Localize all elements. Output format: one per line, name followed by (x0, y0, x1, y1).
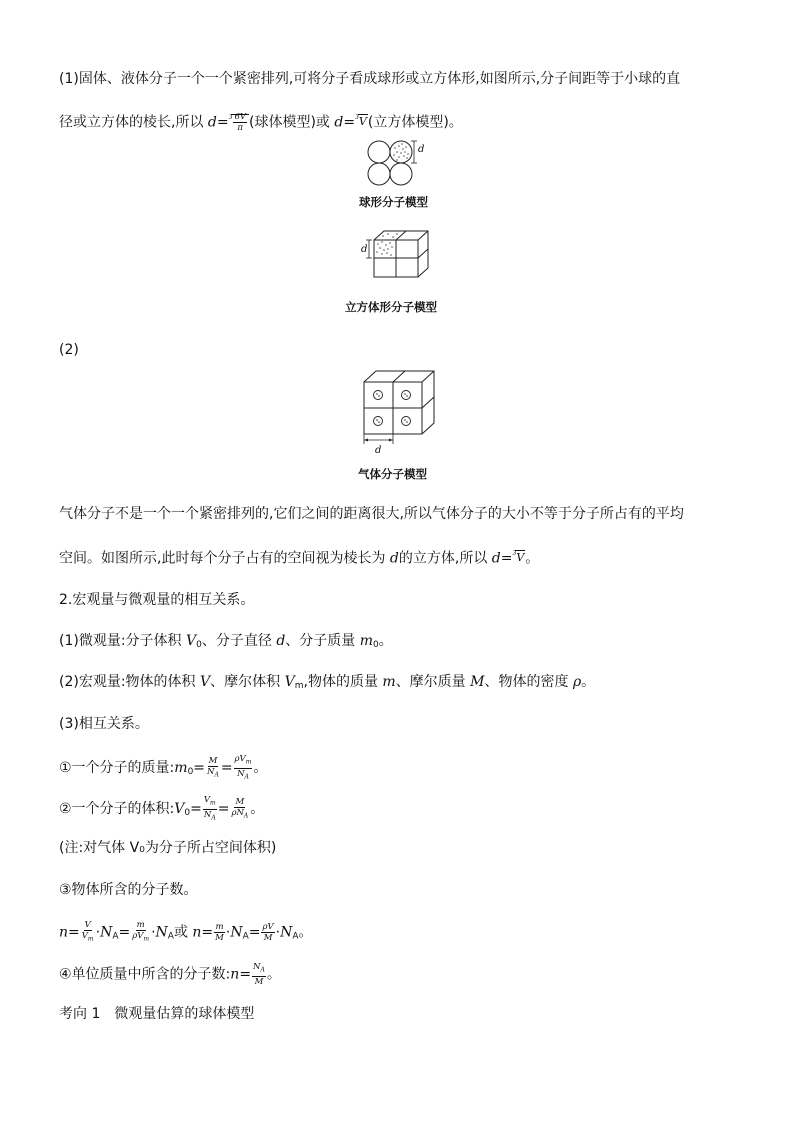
den: $N_A$ (237, 768, 249, 781)
var-d: d= (334, 114, 356, 131)
den: M (254, 976, 264, 987)
macro-quantities (59, 672, 595, 696)
fraction (234, 754, 253, 782)
root-index: 3 (355, 114, 359, 121)
text: 。 (378, 633, 393, 649)
text: 。 (525, 550, 540, 567)
den: M (263, 932, 273, 943)
para-solid-liquid-line2 (59, 111, 463, 134)
radicand: V (358, 115, 367, 128)
sub: 0 (187, 767, 194, 778)
caption-cube-model: 立方体形分子模型 (345, 300, 437, 314)
var-v: V (200, 674, 211, 690)
note-gas-volume: (注:对气体 V₀为分子所占空间体积) (59, 840, 277, 856)
text: 、分子直径 (201, 633, 272, 649)
den: $N_A$ (207, 766, 219, 779)
var-n: n (230, 966, 240, 983)
den: $\rho N_A$ (231, 807, 249, 820)
fraction (81, 920, 95, 945)
sub: A (292, 931, 299, 942)
relation-per-unit-mass: ④单位质量中所含的分子数:n= $\frac{N_A}{M}$ 。 (59, 962, 281, 987)
var-na: N (280, 924, 293, 941)
para-gas-line2 (59, 547, 539, 570)
fraction (206, 756, 220, 781)
section-footer-heading: 考向 1 微观量估算的球体模型 (59, 1006, 255, 1022)
text: ①一个分子的质量: (59, 760, 175, 777)
micro-quantities (59, 631, 393, 655)
var-d: d (389, 550, 399, 567)
caption-sphere-model: 球形分子模型 (359, 195, 428, 209)
root-index: 3 (512, 550, 517, 557)
num: $N_A$ (252, 962, 266, 977)
dimension-label-d: d (375, 445, 382, 456)
den: π (237, 122, 243, 133)
den: $\rho V_m$ (132, 931, 150, 943)
text: 。 (253, 760, 268, 777)
sub: A (242, 931, 249, 942)
text: ②一个分子的体积: (59, 801, 175, 818)
fraction (233, 112, 247, 133)
var-v0: V (174, 801, 185, 818)
var-n: n (59, 924, 69, 941)
var-d: d= (491, 550, 513, 567)
section-2-heading: 2.宏观量与微观量的相互关系。 (59, 592, 255, 608)
var-na: N (230, 924, 243, 941)
var-m0: m (174, 760, 188, 777)
relation-molecule-count: n= $\frac{V}{V_m}$ $\cdot N_A=$ $\frac{m}{\rho V_m}$ $\cdot N_A$或 n= $\frac{m}{M}$ $\cdot N_A=$ $\frac{\rho V}{M}$ $\cdot N_A$。 (59, 920, 313, 943)
cube-root-v (355, 111, 368, 134)
sub: 0 (373, 640, 379, 650)
cube-model-figure (357, 228, 437, 280)
fraction (252, 962, 266, 987)
fraction (214, 922, 225, 943)
para-2-label: (2) (59, 342, 79, 358)
para-gas-line1: 气体分子不是一个一个紧密排列的,它们之间的距离很大,所以气体分子的大小不等于分子所占有的平均 (59, 506, 684, 522)
root-index: 3 (228, 114, 233, 121)
var-v0: V (186, 633, 197, 649)
relation-heading: (3)相互关系。 (59, 716, 149, 732)
text: 、摩尔质量 (395, 674, 466, 690)
var-m: m (382, 674, 396, 690)
text: ,物体的质量 (303, 674, 378, 690)
text: 。 (250, 801, 265, 818)
text: (1)微观量:分子体积 (59, 633, 182, 649)
num: M (208, 755, 218, 766)
var-rho: ρ (572, 674, 582, 690)
text: ④单位质量中所含的分子数: (59, 966, 231, 983)
cube-root-6v-pi (229, 111, 249, 134)
cube-root-v (512, 547, 525, 570)
text: 。 (266, 966, 281, 983)
text: 空间。如图所示,此时每个分子占有的空间视为棱长为 (59, 550, 386, 567)
fraction (230, 797, 249, 822)
den: M (215, 932, 224, 943)
num: M (235, 796, 245, 807)
num: m (136, 920, 145, 930)
var-vm: V (284, 674, 295, 690)
relation-molecule-mass: ①一个分子的质量$:m_0=$ $\frac{M}{N_A}$ = $\frac{\rho V_m}{N_A}$ 。 (59, 754, 268, 781)
num: 6V (234, 111, 246, 122)
sub: A (112, 931, 119, 942)
text: 径或立方体的棱长,所以 (59, 114, 204, 131)
num: V (84, 920, 91, 930)
sub: A (167, 931, 174, 942)
sub: 0 (184, 808, 191, 819)
text: 、摩尔体积 (210, 674, 281, 690)
den: $V_m$ (81, 931, 94, 943)
var-m0: m (359, 633, 374, 649)
sub: m (294, 681, 304, 691)
var-d: d= (207, 114, 229, 131)
sub: 0 (196, 640, 202, 650)
num: $\rho V_m$ (234, 754, 253, 769)
text: 或 (173, 924, 188, 941)
text: 、分子质量 (285, 633, 356, 649)
dimension-label-d: d (361, 244, 368, 255)
relation-molecule-volume: ②一个分子的体积$:V_0=$ $\frac{V_m}{N_A}$ = $\frac{M}{\rho N_A}$ 。 (59, 795, 265, 822)
num: $V_m$ (203, 795, 217, 810)
dimension-label-d: d (418, 144, 425, 155)
gas-model-figure (357, 368, 437, 452)
var-na: N (100, 924, 113, 941)
fraction (203, 795, 217, 823)
text: (立方体模型)。 (367, 114, 463, 131)
sphere-model-figure (364, 138, 436, 186)
fraction (131, 920, 150, 945)
text: 。 (581, 674, 596, 690)
text: (2)宏观量:物体的体积 (59, 674, 196, 690)
text: 、物体的密度 (484, 674, 569, 690)
var-n: n (192, 924, 202, 941)
den: $N_A$ (203, 809, 216, 822)
var-M: M (470, 674, 485, 690)
var-na: N (155, 924, 168, 941)
relation-molecule-count-heading: ③物体所含的分子数。 (59, 882, 198, 898)
fraction (261, 922, 274, 943)
para-solid-liquid-line1: (1)固体、液体分子一个一个紧密排列,可将分子看成球形或立方体形,如图所示,分子间距等于小球的直 (59, 71, 681, 87)
num: ρV (262, 921, 274, 932)
caption-gas-model: 气体分子模型 (358, 467, 427, 481)
radicand: V (516, 551, 525, 564)
var-d: d (276, 633, 286, 649)
text: 的立方体,所以 (398, 550, 488, 567)
text: 。 (298, 924, 313, 941)
text: (球体模型)或 (248, 114, 330, 131)
num: m (215, 921, 224, 932)
